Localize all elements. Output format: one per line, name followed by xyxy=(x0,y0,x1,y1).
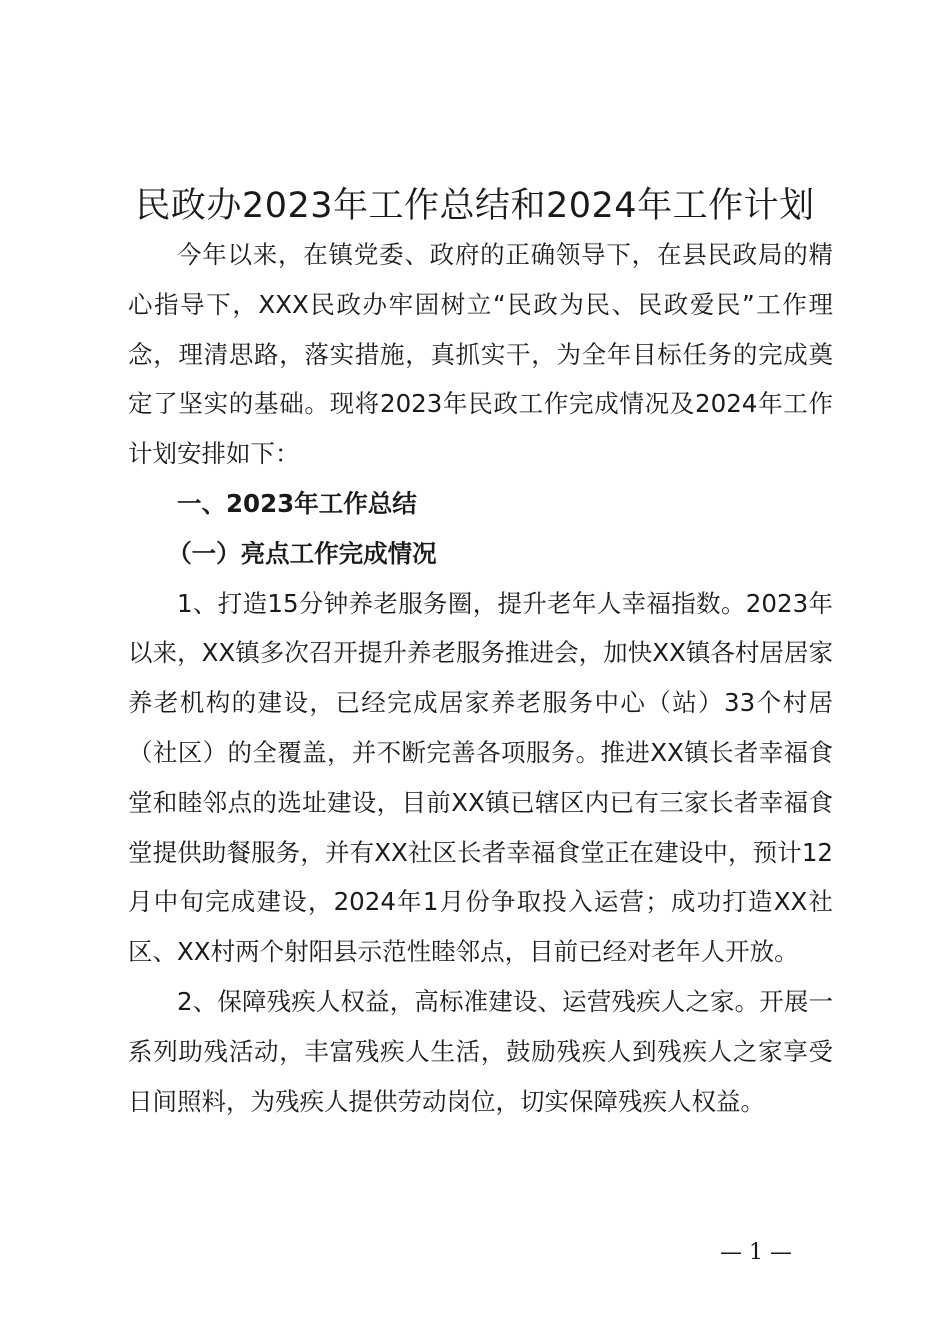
intro-paragraph: 今年以来，在镇党委、政府的正确领导下，在县民政局的精心指导下，XXX民政办牢固树立“民政为民、民政爱民”工作理念，理清思路，落实措施，真抓实干，为全年目标任务的完成奠定了坚实的基础。现将2023年民政工作完成情况及2024年工作计划安排如下： xyxy=(128,240,833,469)
section-heading: 一、2023年工作总结 xyxy=(177,488,417,518)
item-paragraph-2: 2、保障残疾人权益，高标准建设、运营残疾人之家。开展一系列助残活动，丰富残疾人生活，鼓励残疾人到残疾人之家享受日间照料，为残疾人提供劳动岗位，切实保障残疾人权益。 xyxy=(128,986,833,1116)
item-paragraph-1: 1、打造15分钟养老服务圈，提升老年人幸福指数。2023年以来，XX镇多次召开提升养老服务推进会，加快XX镇各村居居家养老机构的建设，已经完成居家养老服务中心（站）33个村居（社区）的全覆盖，并不断完善各项服务。推进XX镇长者幸福食堂和睦邻点的选址建设，目前XX镇已辖区内已有三家长者幸福食堂提供助餐服务，并有XX社区长者幸福食堂正在建设中，预计12月中旬完成建设，2024年1月份争取投入运营；成功打造XX社区、XX村两个射阳县示范性睦邻点，目前已经对老年人开放。 xyxy=(128,588,833,967)
subsection-heading: （一）亮点工作完成情况 xyxy=(167,538,437,568)
document-title: 民政办2023年工作总结和2024年工作计划 xyxy=(135,186,815,226)
page-number: — 1 — xyxy=(720,1240,792,1265)
document-body xyxy=(128,230,833,1126)
